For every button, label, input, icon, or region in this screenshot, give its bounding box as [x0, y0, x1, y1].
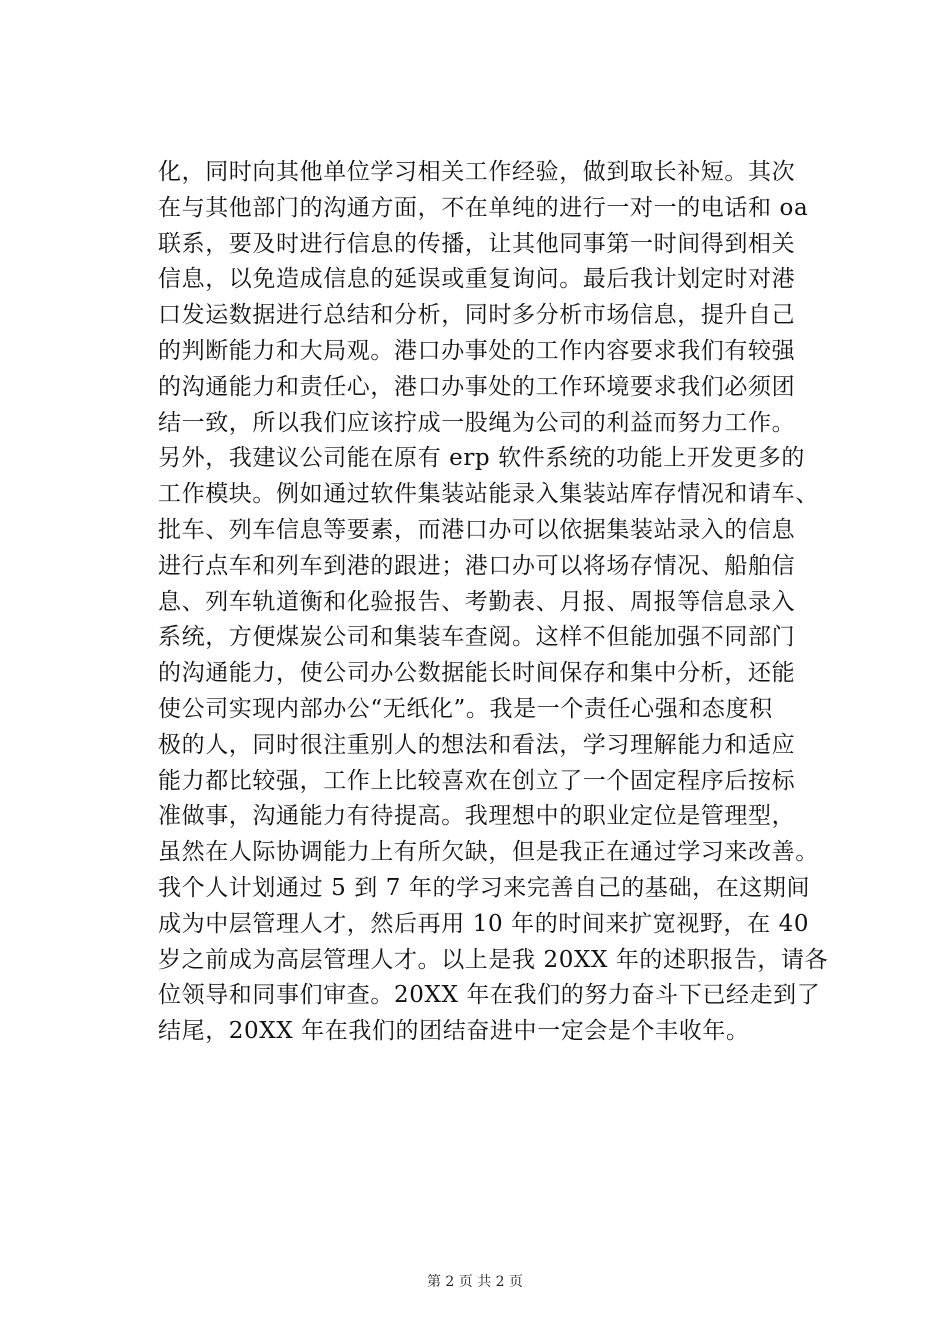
- text-line: 成为中层管理人才，然后再用 10 年的时间来扩宽视野，在 40: [158, 910, 810, 937]
- text-line: 的判断能力和大局观。港口办事处的工作内容要求我们有较强: [158, 337, 796, 364]
- text-line: 能力都比较强，工作上比较喜欢在创立了一个固定程序后按标: [158, 767, 796, 794]
- text-line: 的沟通能力，使公司办公数据能长时间保存和集中分析，还能: [158, 660, 796, 687]
- text-line: 结一致，所以我们应该拧成一股绳为公司的利益而努力工作。: [158, 409, 796, 436]
- text-line: 工作模块。例如通过软件集装站能录入集装站库存情况和请车、: [158, 481, 819, 508]
- text-line: 进行点车和列车到港的跟进；港口办可以将场存情况、船舶信: [158, 552, 796, 579]
- text-line: 在与其他部门的沟通方面，不在单纯的进行一对一的电话和 oa: [158, 194, 809, 221]
- text-line: 位领导和同事们审查。20XX 年在我们的努力奋斗下已经走到了: [158, 982, 821, 1009]
- text-line: 极的人，同时很注重别人的想法和看法，学习理解能力和适应: [158, 731, 796, 758]
- text-line: 信息，以免造成信息的延误或重复询问。最后我计划定时对港: [158, 266, 796, 293]
- text-line: 准做事，沟通能力有待提高。我理想中的职业定位是管理型，: [158, 803, 796, 830]
- text-line: 岁之前成为高层管理人才。以上是我 20XX 年的述职报告，请各: [158, 946, 829, 973]
- text-line: 另外，我建议公司能在原有 erp 软件系统的功能上开发更多的: [158, 445, 805, 472]
- text-line: 批车、列车信息等要素，而港口办可以依据集装站录入的信息: [158, 516, 796, 543]
- text-line: 联系，要及时进行信息的传播，让其他同事第一时间得到相关: [158, 230, 796, 257]
- page-footer: 第 2 页 共 2 页: [426, 1274, 524, 1290]
- text-line: 口发运数据进行总结和分析，同时多分析市场信息，提升自己: [158, 302, 796, 329]
- text-line: 我个人计划通过 5 到 7 年的学习来完善自己的基础，在这期间: [158, 874, 811, 901]
- text-line: 使公司实现内部办公“无纸化”。我是一个责任心强和态度积: [158, 695, 773, 722]
- text-line: 结尾，20XX 年在我们的团结奋进中一定会是个丰收年。: [158, 1018, 750, 1045]
- body-text: [158, 155, 829, 1050]
- text-line: 息、列车轨道衡和化验报告、考勤表、月报、周报等信息录入: [158, 588, 796, 615]
- text-line: 的沟通能力和责任心，港口办事处的工作环境要求我们必须团: [158, 373, 796, 400]
- text-line: 系统，方便煤炭公司和集装车查阅。这样不但能加强不同部门: [158, 624, 796, 651]
- text-line: 虽然在人际协调能力上有所欠缺，但是我正在通过学习来改善。: [158, 839, 819, 866]
- text-line: 化，同时向其他单位学习相关工作经验，做到取长补短。其次: [158, 159, 796, 185]
